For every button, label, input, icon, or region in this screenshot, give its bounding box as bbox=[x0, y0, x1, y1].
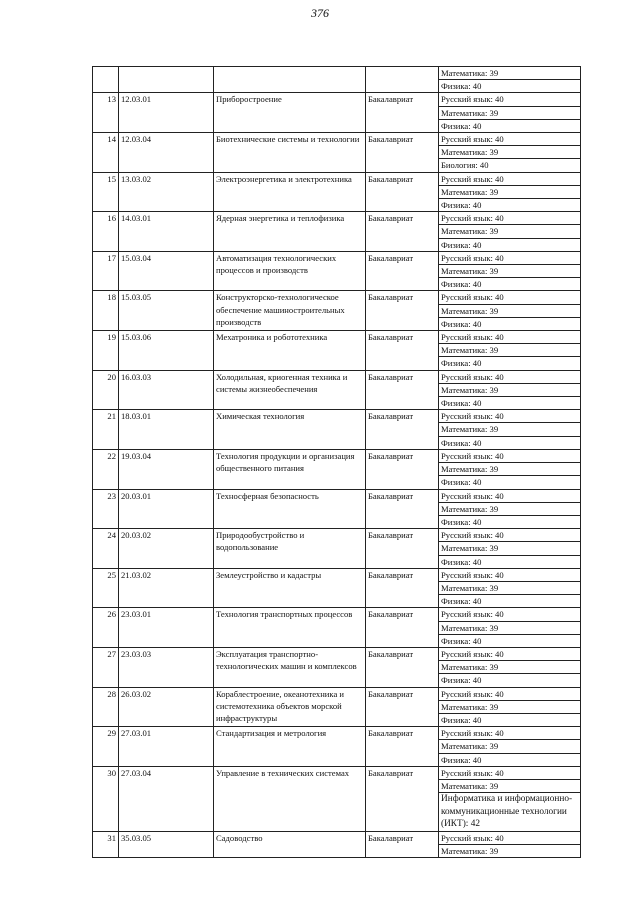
program-code-cell: 23.03.01 bbox=[119, 608, 214, 648]
requirement-cell: Русский язык: 40 bbox=[439, 172, 581, 185]
table-row bbox=[93, 529, 581, 542]
requirement-cell: Математика: 39 bbox=[439, 661, 581, 674]
degree-level-cell: Бакалавриат bbox=[366, 172, 439, 212]
program-name-cell: Природообустройство и водопользование bbox=[214, 529, 366, 569]
requirement-cell: Русский язык: 40 bbox=[439, 93, 581, 106]
program-name-cell: Холодильная, криогенная техника и системы жизнеобеспечения bbox=[214, 370, 366, 410]
program-name-cell: Эксплуатация транспортно-технологических машин и комплексов bbox=[214, 647, 366, 687]
requirement-cell: Математика: 39 bbox=[439, 265, 581, 278]
requirement-cell: Физика: 40 bbox=[439, 476, 581, 489]
table-row bbox=[93, 251, 581, 264]
requirement-cell: Математика: 39 bbox=[439, 463, 581, 476]
requirement-cell: Физика: 40 bbox=[439, 634, 581, 647]
table-row bbox=[93, 647, 581, 660]
row-number-cell: 27 bbox=[93, 647, 119, 687]
requirement-cell: Русский язык: 40 bbox=[439, 831, 581, 844]
row-number-cell: 14 bbox=[93, 133, 119, 173]
program-name-cell: Технология продукции и организация общественного питания bbox=[214, 449, 366, 489]
program-name-cell: Химическая технология bbox=[214, 410, 366, 450]
requirement-cell: Физика: 40 bbox=[439, 357, 581, 370]
requirement-cell: Математика: 39 bbox=[439, 740, 581, 753]
program-name-cell: Стандартизация и метрология bbox=[214, 727, 366, 767]
requirement-cell: Математика: 39 bbox=[439, 423, 581, 436]
row-number-cell: 15 bbox=[93, 172, 119, 212]
requirement-cell: Русский язык: 40 bbox=[439, 331, 581, 344]
row-number-cell: 18 bbox=[93, 291, 119, 331]
continuation-row bbox=[93, 67, 581, 80]
requirement-cell: Физика: 40 bbox=[439, 674, 581, 687]
program-code-cell: 12.03.01 bbox=[119, 93, 214, 133]
requirement-cell: Математика: 39 bbox=[439, 502, 581, 515]
program-name-cell: Биотехнические системы и технологии bbox=[214, 133, 366, 173]
degree-level-cell: Бакалавриат bbox=[366, 831, 439, 857]
degree-level-cell: Бакалавриат bbox=[366, 687, 439, 727]
requirement-cell: Русский язык: 40 bbox=[439, 251, 581, 264]
row-number-cell: 21 bbox=[93, 410, 119, 450]
degree-level-cell: Бакалавриат bbox=[366, 251, 439, 291]
program-code-cell: 21.03.02 bbox=[119, 568, 214, 608]
requirement-cell: Математика: 39 bbox=[439, 621, 581, 634]
program-name-cell: Автоматизация технологических процессов и производств bbox=[214, 251, 366, 291]
table-row bbox=[93, 727, 581, 740]
requirement-cell: Математика: 39 bbox=[439, 700, 581, 713]
table-row bbox=[93, 766, 581, 779]
requirement-cell: Русский язык: 40 bbox=[439, 727, 581, 740]
row-number-cell: 29 bbox=[93, 727, 119, 767]
requirement-cell: Русский язык: 40 bbox=[439, 449, 581, 462]
requirement-cell: Русский язык: 40 bbox=[439, 212, 581, 225]
row-number-cell: 13 bbox=[93, 93, 119, 133]
degree-level-cell: Бакалавриат bbox=[366, 291, 439, 331]
program-code-cell: 18.03.01 bbox=[119, 410, 214, 450]
degree-level-cell: Бакалавриат bbox=[366, 449, 439, 489]
requirement-cell: Физика: 40 bbox=[439, 397, 581, 410]
program-name-cell: Кораблестроение, океанотехника и системотехника объектов морской инфраструктуры bbox=[214, 687, 366, 727]
code-cell bbox=[119, 67, 214, 93]
requirement-cell: Физика: 40 bbox=[439, 436, 581, 449]
table-row bbox=[93, 291, 581, 304]
requirement-cell: Русский язык: 40 bbox=[439, 529, 581, 542]
program-code-cell: 16.03.03 bbox=[119, 370, 214, 410]
program-code-cell: 12.03.04 bbox=[119, 133, 214, 173]
row-number-cell: 19 bbox=[93, 331, 119, 371]
program-code-cell: 15.03.06 bbox=[119, 331, 214, 371]
table-body bbox=[93, 67, 581, 858]
program-code-cell: 15.03.04 bbox=[119, 251, 214, 291]
table-row bbox=[93, 831, 581, 844]
program-name-cell: Конструкторско-технологическое обеспечение машиностроительных производств bbox=[214, 291, 366, 331]
program-code-cell: 20.03.02 bbox=[119, 529, 214, 569]
requirement-cell: Математика: 39 bbox=[439, 383, 581, 396]
program-code-cell: 13.03.02 bbox=[119, 172, 214, 212]
table-row bbox=[93, 449, 581, 462]
row-number-cell: 17 bbox=[93, 251, 119, 291]
table-row bbox=[93, 212, 581, 225]
admission-requirements-table bbox=[92, 66, 581, 858]
requirement-cell: Физика: 40 bbox=[439, 753, 581, 766]
requirement-cell: Математика: 39 bbox=[439, 344, 581, 357]
degree-level-cell: Бакалавриат bbox=[366, 568, 439, 608]
row-number-cell: 30 bbox=[93, 766, 119, 831]
degree-level-cell: Бакалавриат bbox=[366, 766, 439, 831]
program-name-cell: Землеустройство и кадастры bbox=[214, 568, 366, 608]
page-number: 376 bbox=[311, 6, 329, 20]
row-number-cell: 23 bbox=[93, 489, 119, 529]
program-name-cell: Ядерная энергетика и теплофизика bbox=[214, 212, 366, 252]
requirement-cell: Русский язык: 40 bbox=[439, 410, 581, 423]
program-name-cell: Электроэнергетика и электротехника bbox=[214, 172, 366, 212]
requirement-cell: Математика: 39 bbox=[439, 225, 581, 238]
requirement-cell: Русский язык: 40 bbox=[439, 133, 581, 146]
row-number-cell: 28 bbox=[93, 687, 119, 727]
program-name-cell: Техносферная безопасность bbox=[214, 489, 366, 529]
degree-level-cell: Бакалавриат bbox=[366, 331, 439, 371]
degree-level-cell: Бакалавриат bbox=[366, 489, 439, 529]
table-row bbox=[93, 608, 581, 621]
requirement-cell: Математика: 39 bbox=[439, 106, 581, 119]
requirement-cell: Русский язык: 40 bbox=[439, 370, 581, 383]
requirement-cell: Математика: 39 bbox=[439, 304, 581, 317]
row-number-cell: 16 bbox=[93, 212, 119, 252]
requirement-cell: Русский язык: 40 bbox=[439, 766, 581, 779]
requirement-cell: Биология: 40 bbox=[439, 159, 581, 172]
degree-level-cell: Бакалавриат bbox=[366, 647, 439, 687]
table-row bbox=[93, 370, 581, 383]
degree-level-cell: Бакалавриат bbox=[366, 212, 439, 252]
program-code-cell: 15.03.05 bbox=[119, 291, 214, 331]
degree-level-cell: Бакалавриат bbox=[366, 370, 439, 410]
num-cell bbox=[93, 67, 119, 93]
requirement-cell: Информатика и информационно-коммуникационные технологии (ИКТ): 42 bbox=[439, 793, 581, 832]
row-number-cell: 26 bbox=[93, 608, 119, 648]
program-code-cell: 20.03.01 bbox=[119, 489, 214, 529]
level-cell bbox=[366, 67, 439, 93]
requirement-cell: Физика: 40 bbox=[439, 278, 581, 291]
row-number-cell: 25 bbox=[93, 568, 119, 608]
requirement-cell: Физика: 40 bbox=[439, 595, 581, 608]
requirement-cell: Физика: 40 bbox=[439, 119, 581, 132]
requirement-cell: Математика: 39 bbox=[439, 146, 581, 159]
requirement-cell: Математика: 39 bbox=[439, 581, 581, 594]
requirement-cell: Русский язык: 40 bbox=[439, 608, 581, 621]
name-cell bbox=[214, 67, 366, 93]
row-number-cell: 20 bbox=[93, 370, 119, 410]
requirement-cell: Русский язык: 40 bbox=[439, 489, 581, 502]
program-name-cell: Садоводство bbox=[214, 831, 366, 857]
requirement-cell: Математика: 39 bbox=[439, 185, 581, 198]
program-code-cell: 14.03.01 bbox=[119, 212, 214, 252]
degree-level-cell: Бакалавриат bbox=[366, 93, 439, 133]
degree-level-cell: Бакалавриат bbox=[366, 410, 439, 450]
program-name-cell: Приборостроение bbox=[214, 93, 366, 133]
program-name-cell: Мехатроника и робототехника bbox=[214, 331, 366, 371]
requirement-cell: Физика: 40 bbox=[439, 317, 581, 330]
requirement-cell: Русский язык: 40 bbox=[439, 568, 581, 581]
program-name-cell: Технология транспортных процессов bbox=[214, 608, 366, 648]
table-row bbox=[93, 489, 581, 502]
program-code-cell: 23.03.03 bbox=[119, 647, 214, 687]
degree-level-cell: Бакалавриат bbox=[366, 608, 439, 648]
requirement-cell: Физика: 40 bbox=[439, 199, 581, 212]
table-row bbox=[93, 331, 581, 344]
degree-level-cell: Бакалавриат bbox=[366, 133, 439, 173]
requirement-cell: Математика: 39 bbox=[439, 67, 581, 80]
requirement-cell: Физика: 40 bbox=[439, 555, 581, 568]
requirement-cell: Русский язык: 40 bbox=[439, 647, 581, 660]
requirement-cell: Физика: 40 bbox=[439, 713, 581, 726]
requirement-cell: Русский язык: 40 bbox=[439, 687, 581, 700]
table-row bbox=[93, 687, 581, 700]
requirement-cell: Математика: 39 bbox=[439, 542, 581, 555]
table-row bbox=[93, 133, 581, 146]
requirement-cell: Физика: 40 bbox=[439, 515, 581, 528]
program-code-cell: 27.03.01 bbox=[119, 727, 214, 767]
program-code-cell: 26.03.02 bbox=[119, 687, 214, 727]
requirement-cell: Математика: 39 bbox=[439, 779, 581, 792]
requirement-cell: Математика: 39 bbox=[439, 844, 581, 857]
requirement-cell: Физика: 40 bbox=[439, 238, 581, 251]
requirement-cell: Русский язык: 40 bbox=[439, 291, 581, 304]
degree-level-cell: Бакалавриат bbox=[366, 529, 439, 569]
row-number-cell: 24 bbox=[93, 529, 119, 569]
table-row bbox=[93, 568, 581, 581]
program-code-cell: 35.03.05 bbox=[119, 831, 214, 857]
program-name-cell: Управление в технических системах bbox=[214, 766, 366, 831]
degree-level-cell: Бакалавриат bbox=[366, 727, 439, 767]
row-number-cell: 22 bbox=[93, 449, 119, 489]
row-number-cell: 31 bbox=[93, 831, 119, 857]
table-row bbox=[93, 93, 581, 106]
table-row bbox=[93, 410, 581, 423]
program-code-cell: 19.03.04 bbox=[119, 449, 214, 489]
requirement-cell: Физика: 40 bbox=[439, 80, 581, 93]
table-row bbox=[93, 172, 581, 185]
program-code-cell: 27.03.04 bbox=[119, 766, 214, 831]
